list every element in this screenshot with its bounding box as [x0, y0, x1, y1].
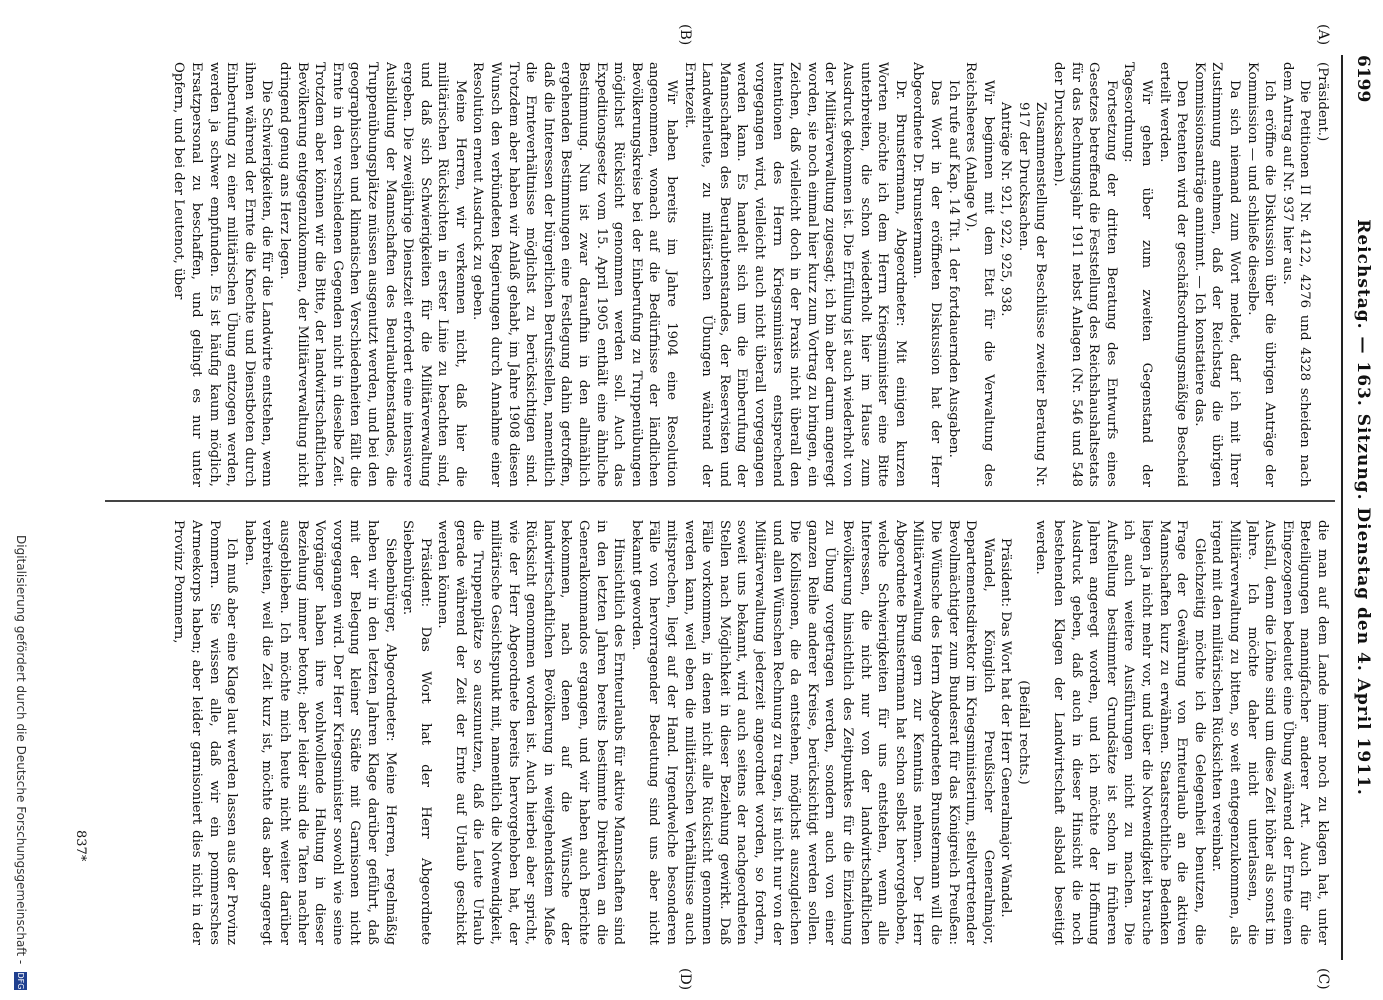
- paragraph: Hinsichtlich des Ernteurlaubs für aktive Mannschaften sind in den letzten Jahren bereits bestimmte Direktiven an die Generalkommandos ergangen, und wir haben auch Berichte bekommen, nach denen auf die Wünsche der landwirtschaftlichen Bevölkerung in weitgehendstem Maße Rücksicht genommen worden ist. Auch hierbei aber spricht, wie der Herr Abgeordnete bereits hervorgehoben hat, der militärische Gesichtspunkt mit, namentlich die Notwendigkeit, die Truppenplätze so auszunutzen, daß die Leute Urlaub gerade während der Zeit der Ernte auf Urlaub geschickt werden können.: [435, 520, 627, 945]
- paragraph: Wir beginnen mit dem Etat für die Verwaltung des Reichsheeres (Anlage V).: [963, 62, 996, 487]
- paragraph: Dr. Brunstermann, Abgeordneter: Mit einigen kurzen Worten möchte ich dem Herrn Kriegsminister eine Bitte unterbreiten, die schon wiederholt hier im Hause zum Ausdruck gekommen ist. Die Erfüllung ist auch wiederholt von der Militärverwaltung zugesagt; ich bin aber darum angeregt worden, sie noch einmal hier kurz zum Vortrag zu bringen, ein Zeichen, daß vielleicht doch in der Praxis nicht überall den Intentionen des Herrn Kriegsministers entsprechend vorgegangen wird, vielleicht auch nicht überall vorgegangen werden kann. Es handelt sich um die Einberufung der Mannschaften des Beurlaubtenstandes, der Reservisten und Landwehrleute, zu militärischen Übungen während der Erntezeit.: [681, 62, 908, 487]
- dfg-logo-icon: DFG: [16, 972, 25, 990]
- paragraph: Wir haben bereits im Jahre 1904 eine Resolution angenommen, wonach auf die Bedürfnisse der ländlichen Bevölkerungskreise bei der Einberufung zu Truppenübungen möglichst Rücksicht genommen werden soll. Auch das Expeditionsgesetz vom 15. April 1905 enthält eine ähnliche Bestimmung. Nun ist zwar daraufhin in den allmählich ergehenden Bestimmungen eine Festlegung dahin getroffen, daß die Interessen der bürgerlichen Berufsstellen, namentlich die Ernteverhältnisse möglichst zu berücksichtigen sind. Trotzdem aber haben wir Anlaß gehabt, im Jahre 1908 diesen Wunsch den verbündeten Regierungen durch Annahme einer Resolution erneut Ausdruck zu geben.: [470, 62, 680, 487]
- paragraph: Das Wort in der eröffneten Diskussion hat der Herr Abgeordnete Dr. Brunstermann.: [910, 62, 943, 487]
- footer-credit: [14, 0, 28, 1000]
- paragraph: Ich rufe auf Kap. 14 Tit. 1 der fortdauernden Ausgaben.: [945, 80, 961, 458]
- paragraph: Die Petitionen II Nr. 4122, 4276 und 4328 scheiden nach dem Antrag auf Nr. 937 hier aus.: [1279, 62, 1313, 487]
- paragraph: Zusammenstellung der Beschlüsse zweiter Beratung Nr. 917 der Drucksachen.: [1015, 102, 1049, 487]
- page-header: [1345, 55, 1373, 960]
- paragraph: Die Schwierigkeiten, die für die Landwirte entstehen, wenn ihnen während der Ernte die Knechte und Dienstboten durch Einberufung zu einer militärischen Übung entzogen werden, werden ja schwer empfunden. Es ist häufig kaum möglich, Ersatzpersonal zu beschaffen, und gelingt es nur unter Opfern, und bei der Leutenot, über: [171, 62, 275, 487]
- margin-marker-d: (D): [677, 968, 693, 991]
- margin-marker-c: (C): [1315, 968, 1331, 990]
- paragraph: Präsident: Das Wort hat der Herr Abgeordnete Siebenbürger.: [400, 520, 433, 945]
- left-column: [101, 62, 1331, 487]
- paragraph: Wandel, Königlich Preußischer Generalmajor, Departementsdirektor im Kriegsministerium, stellvertretender Bevollmächtigter zum Bundesrat für das Königreich Preußen: Die Wünsche des Herrn Abgeordneten Brunstermann will die Militärverwaltung gern zur Kenntnis nehmen. Der Herr Abgeordnete Brunstermann hat schon selbst hervorgehoben, welche Schwierigkeiten für uns entstehen, wenn alle Interessen, die nicht nur von der landwirtschaftlichen Bevölkerung hinsichtlich des Zeitpunktes für die Einziehung zu Übung vorgetragen werden, sondern auch von einer ganzen Reihe anderer Kreise, berücksichtigt werden sollen. Die Kollisionen, die da entstehen, möglichst auszugleichen und allen Wünschen Rechnung zu tragen, ist nicht nur von der Militärverwaltung jederzeit angeordnet worden, so fordern, soweit uns bekannt, wird auch seitens der nachgeordneten Stellen nach Möglichkeit in dieser Beziehung gewirkt. Daß Fälle vorkommen, in denen nicht alle Rücksicht genommen werden kann, weil eben die militärischen Verhältnisse auch mitsprechen, liegt auf der Hand. Irgendwelche besonderen Fälle von hervorragender Bedeutung sind uns aber nicht bekannt geworden.: [628, 520, 996, 945]
- paragraph: Präsident: Das Wort hat der Herr Generalmajor Wandel.: [998, 538, 1014, 918]
- paragraph: (Präsident.): [1315, 62, 1330, 142]
- paragraph: (Beifall rechts.): [1015, 680, 1031, 785]
- page-signature: 837*: [73, 830, 88, 862]
- paragraph: Meine Herren, wir verkennen nicht, daß hier die militärischen Rücksichten in erster Linie zu beachten sind, und daß sich Schwierigkeiten für die Militärverwaltung ergeben. Die zweijährige Dienstzeit erfordert eine intensivere Ausbildung der Mannschaften des Beurlaubtenstandes, die Truppenübungsplätze müssen ausgenutzt werden, und bei den geographischen und klimatischen Verschiedenheiten fällt die Ernte in den verschiedenen Gegenden nicht in dieselbe Zeit. Trotzdem aber können wir die Bitte, der landwirtschaftlichen Bevölkerung entgegenzukommen, der Militärverwaltung nicht dringend genug ans Herz legen.: [276, 62, 468, 487]
- paragraph: die man auf dem Lande immer noch zu klagen hat, unter Beteiligungen mannigfacher anderer Art. Auch für die Eingezogenen bedeutet eine Übung während der Ernte einen Ausfall, denn die Löhne sind um diese Zeit höher als sonst im Jahre. Ich möchte daher nicht unterlassen, die Militärverwaltung zu bitten, so weit entgegenzukommen, als irgend mit den militärischen Rücksichten vereinbar.: [1209, 520, 1330, 945]
- header-rule: [1341, 55, 1343, 960]
- paragraph: Ich eröffne die Diskussion über die übrigen Anträge der Kommission — und schließe dieselbe.: [1244, 62, 1278, 487]
- paragraph: Da sich niemand zum Wort meldet, darf ich mit Ihrer Zustimmung annehmen, daß der Reichstag die übrigen Kommissionsanträge annimmt. — Ich konstatiere das.: [1191, 62, 1243, 487]
- paragraph: Gleichzeitig möchte ich die Gelegenheit benutzen, die Frage der Gewährung von Ernteurlaub an die aktiven Mannschaften kurz zu erwähnen. Staatsrechtliche Bedenken liegen ja nicht mehr vor, und über die Notwendigkeit brauche ich auch weitere Ausführungen nicht zu machen. Die Aufstellung bestimmter Grundsätze ist schon in früheren Jahren angeregt worden, und ich möchte der Hoffnung Ausdruck geben, daß auch in dieser Hinsicht die noch bestehenden Klagen der Landwirtschaft alsbald beseitigt werden.: [1033, 520, 1207, 945]
- right-column: [101, 520, 1331, 945]
- paragraph: Siebenbürger, Abgeordneter: Meine Herren, regelmäßig haben wir in den letzten Jahren Klage darüber geführt, daß mit der Belegung kleiner Städte mit Garnisonen nicht vorgegangen wird. Der Herr Kriegsminister sowohl wie seine Vorgänger haben ihre wohlwollende Haltung in dieser Beziehung immer betont; aber leider sind die Taten nachher ausgeblieben. Ich möchte mich heute nicht weiter darüber verbreiten, weil die Zeit kurz ist, möchte das aber angeregt haben.: [241, 520, 398, 945]
- page-number: 6199: [1353, 55, 1373, 103]
- running-title: Reichstag. — 163. Sitzung. Dienstag den 4. April 1911.: [1353, 219, 1373, 796]
- paragraph: Anträge Nr. 921, 922, 925, 938.: [998, 102, 1014, 317]
- footer-credit-text: Digitalisierung gefördert durch die Deutsche Forschungsgemeinschaft -: [14, 535, 28, 965]
- paragraph: Wir gehen über zum zweiten Gegenstand der Tagesordnung:: [1121, 62, 1155, 487]
- paragraph: Ich muß aber eine Klage laut werden lassen aus der Provinz Pommern. Sie wissen alle, daß wir ein pommersches Armeekorps haben; aber leider garnisoniert dies nicht in der Provinz Pommern,: [171, 520, 240, 945]
- paragraph: Den Petenten wird der geschäftsordnungsmäßige Bescheid erteilt werden.: [1156, 62, 1190, 487]
- margin-marker-b: (B): [677, 24, 693, 46]
- margin-marker-a: (A): [1315, 24, 1331, 46]
- column-divider: [105, 500, 1335, 502]
- paragraph: Fortsetzung der dritten Beratung des Entwurfs eines Gesetzes betreffend die Feststellung des Reichshaushaltsetats für das Rechnungsjahr 1911 nebst Anlagen (Nr. 546 und 548 der Drucksachen).: [1051, 62, 1119, 487]
